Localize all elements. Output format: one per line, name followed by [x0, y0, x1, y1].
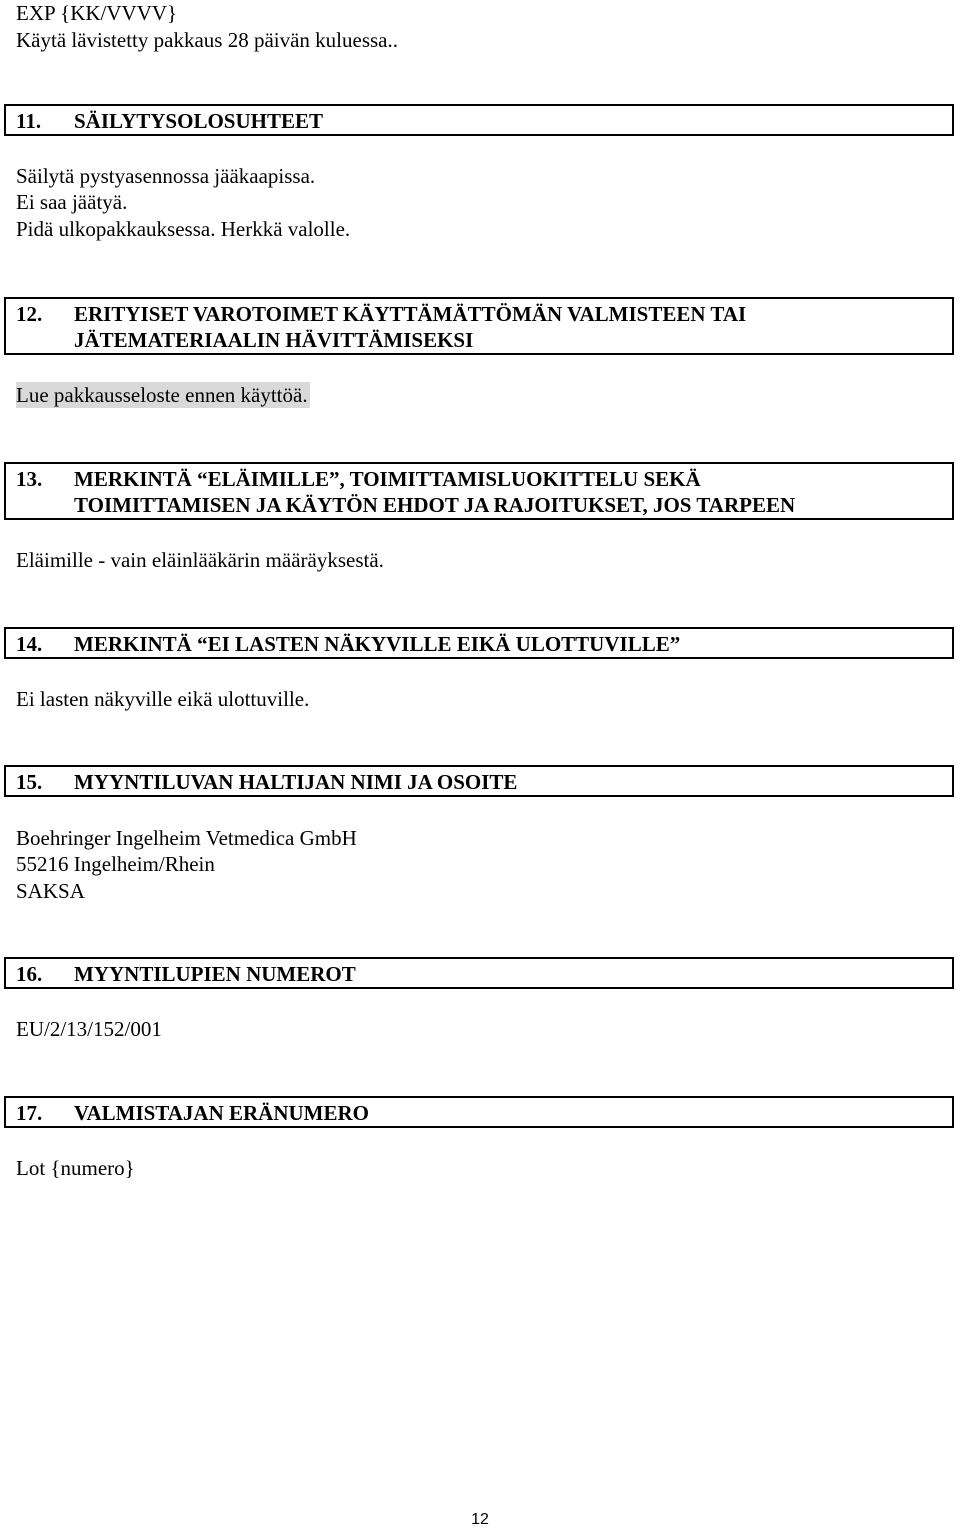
expiry-line: EXP {KK/VVVV} — [16, 1, 178, 25]
section-16-heading — [4, 957, 954, 989]
section-14-body-line: Ei lasten näkyville eikä ulottuville. — [16, 687, 310, 711]
section-title: MERKINTÄ “EI LASTEN NÄKYVILLE EIKÄ ULOTTUVILLE” — [74, 632, 681, 656]
section-12-body-line — [16, 382, 310, 408]
highlighted-text: Lue pakkausseloste ennen käyttöä. — [16, 383, 308, 407]
section-15-body-line: Boehringer Ingelheim Vetmedica GmbH — [16, 826, 357, 850]
section-17-heading — [4, 1096, 954, 1128]
section-number: 16. — [16, 962, 43, 986]
section-14-heading — [4, 627, 954, 659]
section-16-body-line: EU/2/13/152/001 — [16, 1017, 162, 1041]
section-12-heading — [4, 297, 954, 355]
section-number: 14. — [16, 632, 43, 656]
section-13-heading — [4, 462, 954, 520]
section-11-body-line: Ei saa jäätyä. — [16, 190, 128, 214]
section-title-line-1: MERKINTÄ “ELÄIMILLE”, TOIMITTAMISLUOKITTELU SEKÄ — [74, 467, 701, 491]
section-title-line-1: ERITYISET VAROTOIMET KÄYTTÄMÄTTÖMÄN VALMISTEEN TAI — [74, 302, 747, 326]
section-title: MYYNTILUVAN HALTIJAN NIMI JA OSOITE — [74, 770, 518, 794]
section-17-body-line: Lot {numero} — [16, 1156, 135, 1180]
page-number: 12 — [471, 1511, 489, 1528]
section-title: MYYNTILUPIEN NUMEROT — [74, 962, 356, 986]
section-15-body-line: SAKSA — [16, 879, 85, 903]
usage-period-line: Käytä lävistetty pakkaus 28 päivän kuluessa.. — [16, 28, 398, 52]
section-13-body-line: Eläimille - vain eläinlääkärin määräyksestä. — [16, 548, 384, 572]
section-11-body-line: Pidä ulkopakkauksessa. Herkkä valolle. — [16, 217, 351, 241]
section-title: SÄILYTYSOLOSUHTEET — [74, 109, 323, 133]
section-15-heading — [4, 765, 954, 797]
section-title-line-2: TOIMITTAMISEN JA KÄYTÖN EHDOT JA RAJOITUKSET, JOS TARPEEN — [74, 493, 796, 517]
section-title-line-2: JÄTEMATERIAALIN HÄVITTÄMISEKSI — [74, 328, 474, 352]
section-number: 15. — [16, 770, 43, 794]
section-15-body-line: 55216 Ingelheim/Rhein — [16, 852, 215, 876]
section-number: 13. — [16, 467, 43, 491]
section-number: 12. — [16, 302, 43, 326]
section-11-heading — [4, 104, 954, 136]
section-number: 17. — [16, 1101, 43, 1125]
section-11-body-line: Säilytä pystyasennossa jääkaapissa. — [16, 164, 316, 188]
section-title: VALMISTAJAN ERÄNUMERO — [74, 1101, 369, 1125]
section-number: 11. — [16, 109, 42, 133]
